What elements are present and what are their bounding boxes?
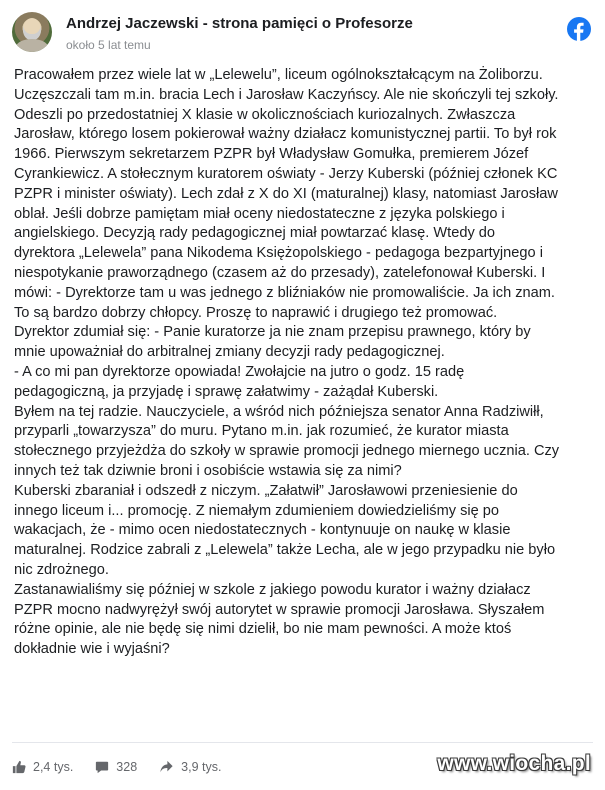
avatar-face: [23, 18, 41, 40]
shares-stat[interactable]: [159, 760, 221, 774]
post-paragraph: [14, 66, 594, 323]
post-text-line: PZPR i minister oświaty). Lech zdał z X do XI (maturalnej) klasy, natomiast Jarosław: [14, 185, 558, 202]
shares-count: 3,9 tys.: [181, 760, 222, 774]
post-text-line: maturalnej. Rodzice zabrali z „Lelewela” także Lecha, ale w jego przypadku nie było: [14, 542, 556, 559]
post-text-line: różne opinie, ale nie będę się nimi dzielił, bo nie mam pewności. A może ktoś: [14, 621, 512, 638]
post-text-line: dokładnie wie i wyjaśni?: [14, 641, 170, 658]
post-text-line: mnie upoważniał do arbitralnej zmiany decyzji rady pedagogicznej.: [14, 344, 445, 361]
post-text-line: oblał. Jeśli dobrze pamiętam miał oceny niedostateczne z języka polskiego i: [14, 205, 505, 222]
post-text-line: mówi: - Dyrektorze tam u was jednego z bliźniaków nie promowaliście. Ja ich znam.: [14, 284, 555, 301]
post-text-line: Pracowałem przez wiele lat w „Lelewelu”, liceum ogólnokształcącym na Żoliborzu.: [14, 67, 543, 83]
post-stats: [12, 757, 243, 777]
post-text-line: - A co mi pan dyrektorze opowiada! Zwołajcie na jutro o godz. 15 radę: [14, 363, 465, 380]
comment-icon: [95, 760, 109, 774]
like-icon: [12, 760, 26, 774]
post-paragraph: [14, 581, 594, 660]
post-text-line: Jarosław, którego losem pokierował ważny działacz komunistycznej partii. To był rok: [14, 126, 557, 143]
post-text-line: przyparli „towarzysza” do muru. Pytano m.in. jak rozumieć, że kurator miasta: [14, 423, 509, 440]
page-name-link[interactable]: Andrzej Jaczewski - strona pamięci o Profesorze: [66, 15, 413, 32]
post-text-line: Zastanawialiśmy się później w szkole z jakiego powodu kurator i ważny działacz: [14, 581, 531, 598]
post-text-line: angielskiego. Decyzją rady pedagogicznej miał powtarzać klasę. Wtedy do: [14, 225, 496, 242]
divider: [12, 742, 593, 743]
post-text-line: innych też tak dziwnie broni i osobiście wstawia się za nimi?: [14, 462, 402, 479]
likes-stat[interactable]: [12, 760, 73, 774]
facebook-logo-icon: [567, 17, 591, 41]
post-text-line: To są bardzo dobrzy chłopcy. Proszę to naprawić i drugiego też promować.: [14, 304, 498, 321]
avatar-shoulders: [16, 39, 48, 52]
post-text-line: 1966. Pierwszym sekretarzem PZPR był Władysław Gomułka, premierem Józef: [14, 146, 529, 163]
post-text-line: Kuberski zbaraniał i odszedł z niczym. „Załatwił” Jarosławowi przeniesienie do: [14, 482, 518, 499]
post-text-line: niespotykanie praworządnego (czasem aż do przesady), zatelefonował Kuberski. I: [14, 264, 546, 281]
post-text-line: pedagogiczną, ja przyjadę i sprawę załatwimy - zażądał Kuberski.: [14, 383, 439, 400]
post-text: [14, 66, 594, 660]
post-timestamp[interactable]: około 5 lat temu: [66, 38, 151, 52]
post-text-line: Odeszli po przedostatniej X klasie w okolicznościach kuriozalnych. Zwłaszcza: [14, 106, 516, 123]
post-text-line: PZPR mocno nadwyrężył swój autorytet w sprawie promocji Jarosława. Słyszałem: [14, 601, 545, 618]
post-paragraph: [14, 482, 594, 581]
post-text-line: Dyrektor zdumiał się: - Panie kuratorze ja nie znam przepisu prawnego, który by: [14, 324, 531, 341]
post-text-line: stołecznego przyjeżdża do szkoły w sprawie promocji jednego miernego ucznia. Czy: [14, 443, 560, 460]
post-paragraph: [14, 363, 594, 403]
post-paragraph: [14, 403, 594, 482]
post-paragraph: [14, 323, 594, 363]
post-text-line: wakacjach, że - mimo ocen niedostatecznych - kontynuuje on naukę w klasie: [14, 522, 511, 539]
post-text-line: Uczęszczali tam m.in. bracia Lech i Jarosław Kaczyńscy. Ale nie skończyli tej szkoły.: [14, 86, 559, 103]
post-text-line: Byłem na tej radzie. Nauczyciele, a wśród nich późniejsza senator Anna Radziwiłł,: [14, 403, 544, 420]
post-text-line: dyrektora „Lelewela” pana Nikodema Księżopolskiego - pedagoga bezpartyjnego i: [14, 245, 543, 262]
post-text-line: innego liceum i... promocję. Z niemałym zdumieniem dowiedzieliśmy się po: [14, 502, 500, 519]
share-icon: [159, 760, 174, 774]
post-text-line: nic zdrożnego.: [14, 561, 109, 578]
post-text-line: Cyrankiewicz. A stołecznym kuratorem oświaty - Jerzy Kuberski (później członek KC: [14, 165, 558, 182]
comments-stat[interactable]: [95, 760, 137, 774]
watermark: www.wiocha.pl: [437, 752, 591, 775]
comments-count: 328: [116, 760, 138, 774]
likes-count: 2,4 tys.: [33, 760, 74, 774]
page-avatar[interactable]: [12, 12, 52, 52]
post-header: [0, 0, 605, 64]
